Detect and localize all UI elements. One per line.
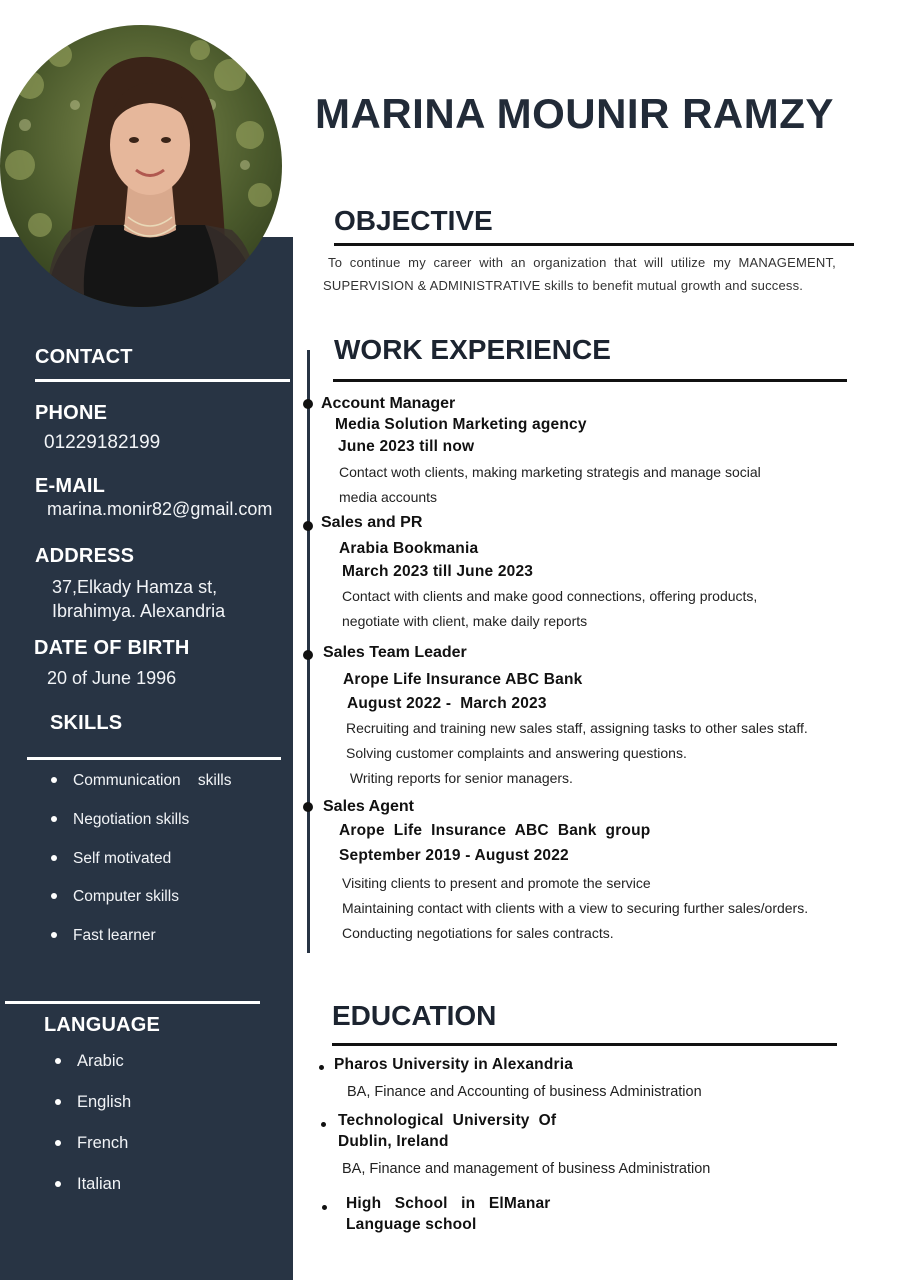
profile-photo-illustration — [0, 25, 282, 307]
address-line1: 37,Elkady Hamza st, — [52, 577, 218, 597]
language-label: French — [77, 1134, 129, 1152]
job-description — [342, 584, 800, 634]
job-description-line: Contact with clients and make good connections, offering products, — [342, 588, 758, 604]
education-divider — [332, 1043, 837, 1046]
education-school — [346, 1193, 551, 1235]
address-heading: ADDRESS — [35, 545, 135, 567]
language-label: Arabic — [77, 1052, 124, 1070]
education-school: Pharos University in Alexandria — [334, 1056, 574, 1073]
job-description-line: Solving customer complaints and answering questions. — [346, 745, 687, 761]
job-description — [342, 871, 808, 946]
bullet-icon — [55, 1099, 61, 1105]
job-description-line: negotiate with client, make daily reports — [342, 613, 588, 629]
bullet-icon — [321, 1122, 326, 1127]
education-degree: BA, Finance and Accounting of business Administration — [347, 1084, 702, 1100]
objective-text: To continue my career with an organization that will utilize my MANAGEMENT, SUPERVISION & ADMINISTRATIVE skills to benefit mutual growth and success. — [323, 255, 836, 293]
language-item — [55, 1175, 121, 1194]
education-degree: BA, Finance and management of business Administration — [342, 1161, 711, 1177]
skill-item — [51, 927, 156, 945]
skill-label: Communication skills — [73, 772, 232, 789]
phone-heading: PHONE — [35, 402, 108, 424]
job-title: Sales Agent — [323, 798, 414, 815]
skills-heading: SKILLS — [50, 712, 123, 734]
job-period: March 2023 till June 2023 — [342, 563, 534, 580]
bullet-icon — [55, 1181, 61, 1187]
job-description — [339, 460, 796, 510]
phone-value: 01229182199 — [44, 432, 161, 453]
job-company: Arabia Bookmania — [339, 540, 479, 557]
language-label: English — [77, 1093, 132, 1111]
language-divider — [5, 1001, 260, 1004]
job-period: August 2022 - March 2023 — [347, 695, 547, 712]
dob-value: 20 of June 1996 — [47, 668, 177, 688]
job-period: June 2023 till now — [338, 438, 475, 455]
job-description-line: Maintaining contact with clients with a view to securing further sales/orders. — [342, 900, 809, 916]
email-heading: E-MAIL — [35, 475, 106, 497]
job-company: Arope Life Insurance ABC Bank group — [339, 822, 651, 839]
skill-item — [51, 888, 179, 906]
education-school-line: Language school — [346, 1216, 477, 1233]
job-title: Sales and PR — [321, 514, 423, 531]
job-title: Sales Team Leader — [323, 644, 467, 661]
job-description-line: Visiting clients to present and promote the service — [342, 875, 651, 891]
language-item — [55, 1134, 128, 1153]
job-description — [346, 716, 808, 791]
bullet-icon — [51, 816, 57, 822]
contact-heading: CONTACT — [35, 346, 133, 368]
skill-label: Negotiation skills — [73, 811, 190, 828]
education-school-line: Dublin, Ireland — [338, 1133, 449, 1150]
bullet-icon — [55, 1140, 61, 1146]
job-title: Account Manager — [321, 395, 456, 412]
experience-heading: WORK EXPERIENCE — [334, 334, 611, 365]
skill-label: Computer skills — [73, 888, 179, 905]
bullet-icon — [51, 777, 57, 783]
job-description-line: media accounts — [339, 489, 438, 505]
timeline-dot — [303, 399, 313, 409]
job-description-line: Conducting negotiations for sales contracts. — [342, 925, 614, 941]
skill-item — [51, 772, 232, 790]
job-description-line: Recruiting and training new sales staff, assigning tasks to other sales staff. — [346, 720, 808, 736]
skills-divider — [27, 757, 281, 760]
skill-item — [51, 811, 189, 829]
email-value: marina.monir82@gmail.com — [47, 499, 273, 519]
language-item — [55, 1093, 131, 1112]
language-item — [55, 1052, 124, 1071]
skill-label: Self motivated — [73, 850, 172, 867]
education-school-line: Technological University Of — [338, 1112, 557, 1129]
education-school — [338, 1110, 556, 1152]
job-company: Media Solution Marketing agency — [335, 416, 587, 433]
bullet-icon — [55, 1058, 61, 1064]
bullet-icon — [322, 1205, 327, 1210]
objective-divider — [334, 243, 854, 246]
job-description-line: Contact woth clients, making marketing strategis and manage social — [339, 464, 761, 480]
bullet-icon — [51, 855, 57, 861]
job-company: Arope Life Insurance ABC Bank — [343, 671, 583, 688]
timeline-dot — [303, 802, 313, 812]
bullet-icon — [51, 932, 57, 938]
timeline-dot — [303, 521, 313, 531]
timeline-dot — [303, 650, 313, 660]
language-heading: LANGUAGE — [44, 1014, 161, 1036]
skill-label: Fast learner — [73, 927, 156, 944]
job-period: September 2019 - August 2022 — [339, 847, 569, 864]
address-line2: Ibrahimya. Alexandria — [52, 601, 226, 621]
contact-divider — [35, 379, 290, 382]
language-label: Italian — [77, 1175, 122, 1193]
experience-divider — [333, 379, 847, 382]
bullet-icon — [319, 1065, 324, 1070]
education-school-line: High School in ElManar — [346, 1195, 551, 1212]
dob-heading: DATE OF BIRTH — [34, 637, 190, 659]
bullet-icon — [51, 893, 57, 899]
education-heading: EDUCATION — [332, 1000, 497, 1031]
profile-photo — [0, 25, 282, 307]
page-title: MARINA MOUNIR RAMZY — [315, 90, 834, 137]
skill-item — [51, 850, 171, 868]
job-description-line: Writing reports for senior managers. — [346, 770, 573, 786]
objective-heading: OBJECTIVE — [334, 205, 493, 236]
